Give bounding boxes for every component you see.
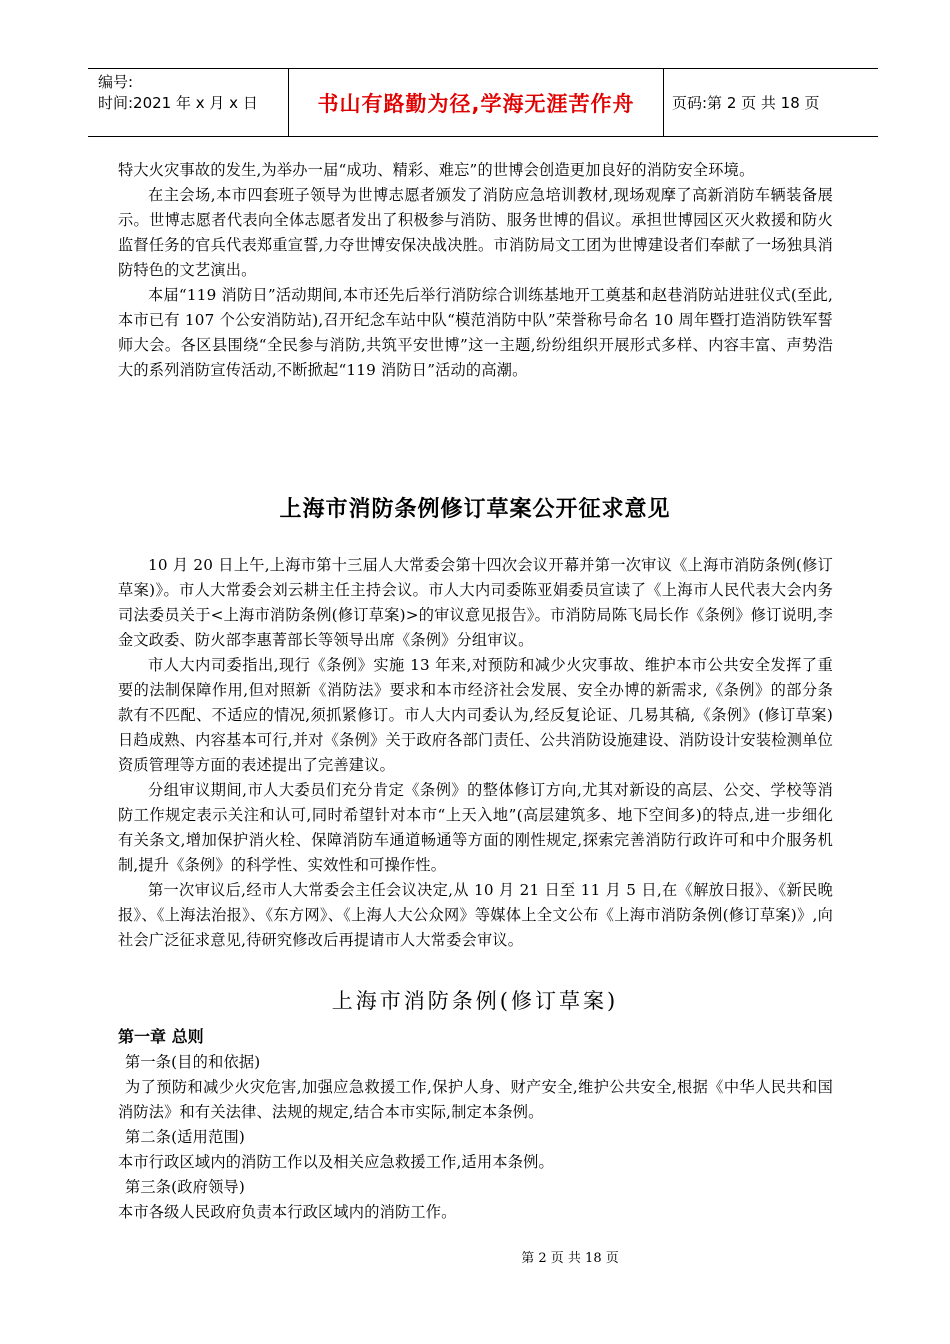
header-number-label: 编号: [98,73,134,91]
regulation-title: 上海市消防条例(修订草案) [331,989,619,1013]
header-motto: 书山有路勤为径,学海无涯苦作舟 [288,69,664,136]
article-3-text: 本市各级人民政府负责本行政区域内的消防工作。 [118,1203,457,1221]
article-3-heading: 第三条(政府领导) [125,1178,245,1196]
intro-paragraph-1: 特大火灾事故的发生,为举办一届“成功、精彩、难忘”的世博会创造更加良好的消防安全环境。 [118,161,755,179]
intro-paragraph-3: 本届“119 消防日”活动期间,本市还先后举行消防综合训练基地开工奠基和赵巷消防站进驻仪式(至此,本市已有 107 个公安消防站),召开纪念车站中队“模范消防中队”荣誉称号命名 10 周年暨打造消防铁军誓师大会。各区县围绕“全民参与消防,共筑平安世博”这一主题,纷纷组织开展形式多样、内容丰富、声势浩大的系列消防宣传活动,不断掀起“119 消防日”活动的高潮。 [118,286,833,379]
intro-paragraph-2: 在主会场,本市四套班子领导为世博志愿者颁发了消防应急培训教材,现场观摩了高新消防车辆装备展示。世博志愿者代表向全体志愿者发出了积极参与消防、服务世博的倡议。承担世博园区灭火救援和防火监督任务的官兵代表郑重宣誓,力夺世博安保决战决胜。市消防局文工团为世博建设者们奉献了一场独具消防特色的文艺演出。 [118,186,833,279]
page-footer: 第 2 页 共 18 页 [521,1251,619,1266]
article-1-heading: 第一条(目的和依据) [125,1053,261,1071]
header-time-label: 时间:2021 年 x 月 x 日 [98,94,258,112]
chapter-heading: 第一章 总则 [118,1027,204,1046]
article-paragraph-3: 分组审议期间,市人大委员们充分肯定《条例》的整体修订方向,尤其对新设的高层、公交、学校等消防工作规定表示关注和认可,同时希望针对本市“上天入地”(高层建筑多、地下空间多)的特点,进一步细化有关条文,增加保护消火栓、保障消防车通道畅通等方面的刚性规定,探索完善消防行政许可和中介服务机制,提升《条例》的科学性、实效性和可操作性。 [118,781,833,874]
header-page-label: 页码:第 2 页 共 18 页 [672,94,820,112]
header-meta [88,69,288,136]
article-2-heading: 第二条(适用范围) [125,1128,245,1146]
article-title: 上海市消防条例修订草案公开征求意见 [279,497,671,522]
article-2-text: 本市行政区域内的消防工作以及相关应急救援工作,适用本条例。 [118,1153,554,1171]
article-paragraph-4: 第一次审议后,经市人大常委会主任会议决定,从 10 月 21 日至 11 月 5 日,在《解放日报》、《新民晚报》、《上海法治报》、《东方网》、《上海人大公众网》等媒体上全文公布《上海市消防条例(修订草案)》,向社会广泛征求意见,待研究修改后再提请市人大常委会审议。 [118,881,833,949]
article-paragraph-2: 市人大内司委指出,现行《条例》实施 13 年来,对预防和减少火灾事故、维护本市公共安全发挥了重要的法制保障作用,但对照新《消防法》要求和本市经济社会发展、安全办博的新需求,《条例》的部分条款有不匹配、不适应的情况,须抓紧修订。市人大内司委认为,经反复论证、几易其稿,《条例》(修订草案)日趋成熟、内容基本可行,并对《条例》关于政府各部门责任、公共消防设施建设、消防设计安装检测单位资质管理等方面的表述提出了完善建议。 [118,656,833,774]
article-1-text: 为了预防和减少火灾危害,加强应急救援工作,保护人身、财产安全,维护公共安全,根据《中华人民共和国消防法》和有关法律、法规的规定,结合本市实际,制定本条例。 [118,1078,833,1121]
page-header [88,68,878,137]
article-paragraph-1: 10 月 20 日上午,上海市第十三届人大常委会第十四次会议开幕并第一次审议《上海市消防条例(修订草案)》。市人大常委会刘云耕主任主持会议。市人大内司委陈亚娟委员宣读了《上海市人民代表大会内务司法委员关于<上海市消防条例(修订草案)>的审议意见报告》。市消防局陈飞局长作《条例》修订说明,李金文政委、防火部李惠菁部长等领导出席《条例》分组审议。 [118,556,833,649]
